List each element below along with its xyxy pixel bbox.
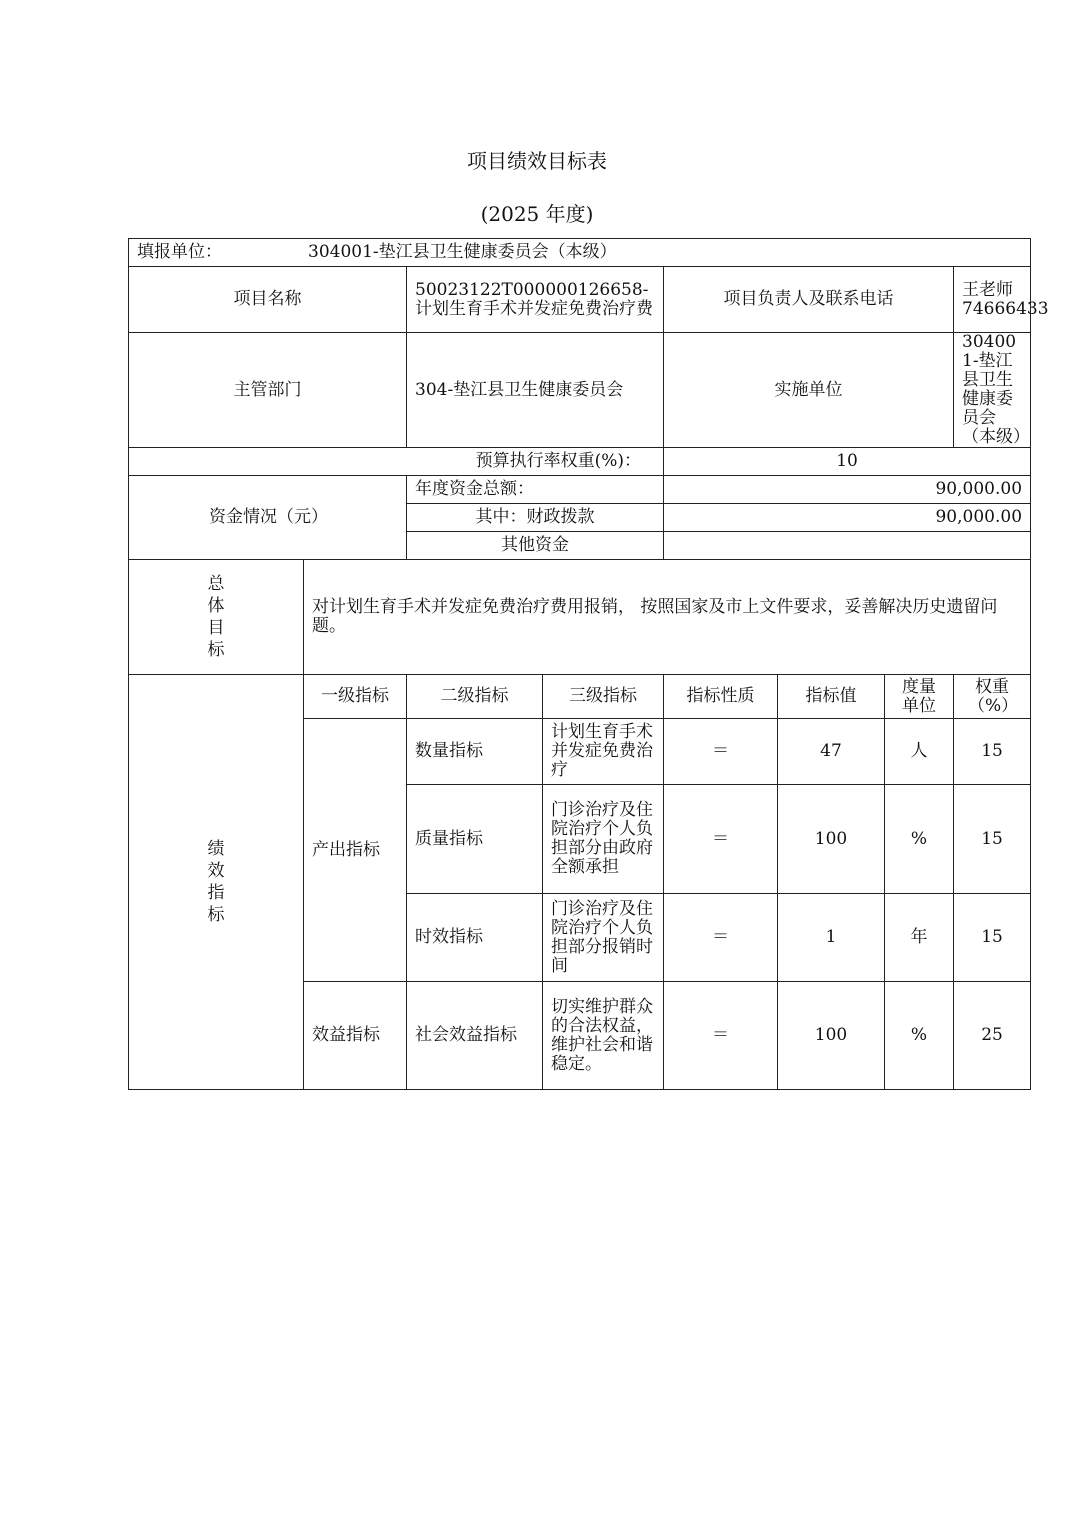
document-year: (2025 年度) bbox=[480, 202, 594, 226]
annual-total-value: 90,000.00 bbox=[664, 476, 1031, 504]
overall-goal-label: 总 体 目 标 bbox=[129, 560, 304, 675]
fiscal-allocation-label: 其中：财政拨款 bbox=[407, 504, 664, 532]
level2-cell: 数量指标 bbox=[407, 719, 543, 785]
impl-unit-value: 304001-垫江县卫生健康委员会（本级） bbox=[954, 333, 1031, 448]
weight-cell: 15 bbox=[954, 894, 1031, 982]
fill-unit-row bbox=[129, 239, 1031, 267]
level3-cell: 门诊治疗及住院治疗个人负担部分报销时间 bbox=[543, 894, 664, 982]
funds-label: 资金情况（元） bbox=[129, 476, 407, 560]
header-level1: 一级指标 bbox=[304, 675, 407, 719]
value-cell: 100 bbox=[778, 982, 885, 1090]
level1-output: 产出指标 bbox=[304, 719, 407, 982]
nature-cell: ＝ bbox=[664, 785, 778, 894]
level2-cell: 质量指标 bbox=[407, 785, 543, 894]
header-value: 指标值 bbox=[778, 675, 885, 719]
overall-goal-text: 对计划生育手术并发症免费治疗费用报销， 按照国家及市上文件要求，妥善解决历史遗留问题。 bbox=[304, 560, 1031, 675]
value-cell: 47 bbox=[778, 719, 885, 785]
fiscal-allocation-value: 90,000.00 bbox=[664, 504, 1031, 532]
level2-cell: 时效指标 bbox=[407, 894, 543, 982]
project-name-label: 项目名称 bbox=[129, 267, 407, 333]
document-title: 项目绩效目标表 bbox=[467, 149, 607, 173]
weight-cell: 15 bbox=[954, 785, 1031, 894]
level3-cell: 门诊治疗及住院治疗个人负担部分由政府全额承担 bbox=[543, 785, 664, 894]
budget-weight-label: 预算执行率权重(%)： bbox=[129, 448, 664, 476]
impl-unit-label: 实施单位 bbox=[664, 333, 954, 448]
unit-cell: % bbox=[885, 785, 954, 894]
performance-target-table bbox=[128, 238, 1049, 1090]
level2-cell: 社会效益指标 bbox=[407, 982, 543, 1090]
project-name-value: 50023122T000000126658-计划生育手术并发症免费治疗费 bbox=[407, 267, 664, 333]
header-weight: 权重（%） bbox=[954, 675, 1031, 719]
unit-cell: 年 bbox=[885, 894, 954, 982]
performance-indicators-label: 绩 效 指 标 bbox=[129, 675, 304, 1090]
budget-weight-value: 10 bbox=[664, 448, 1031, 476]
fill-unit-value: 304001-垫江县卫生健康委员会（本级） bbox=[308, 242, 617, 262]
weight-cell: 25 bbox=[954, 982, 1031, 1090]
value-cell: 1 bbox=[778, 894, 885, 982]
fill-unit-label: 填报单位： bbox=[137, 242, 222, 262]
header-level3: 三级指标 bbox=[543, 675, 664, 719]
nature-cell: ＝ bbox=[664, 894, 778, 982]
annual-total-label: 年度资金总额： bbox=[407, 476, 664, 504]
level3-cell: 计划生育手术并发症免费治疗 bbox=[543, 719, 664, 785]
nature-cell: ＝ bbox=[664, 719, 778, 785]
project-contact-value: 王老师 74666433 bbox=[954, 267, 1031, 333]
header-level2: 二级指标 bbox=[407, 675, 543, 719]
other-funds-value bbox=[664, 532, 1031, 560]
level3-cell: 切实维护群众的合法权益，维护社会和谐稳定。 bbox=[543, 982, 664, 1090]
dept-value: 304-垫江县卫生健康委员会 bbox=[407, 333, 664, 448]
header-unit: 度量单位 bbox=[885, 675, 954, 719]
weight-cell: 15 bbox=[954, 719, 1031, 785]
header-nature: 指标性质 bbox=[664, 675, 778, 719]
dept-label: 主管部门 bbox=[129, 333, 407, 448]
project-contact-label: 项目负责人及联系电话 bbox=[664, 267, 954, 333]
other-funds-label: 其他资金 bbox=[407, 532, 664, 560]
level1-benefit: 效益指标 bbox=[304, 982, 407, 1090]
unit-cell: % bbox=[885, 982, 954, 1090]
unit-cell: 人 bbox=[885, 719, 954, 785]
value-cell: 100 bbox=[778, 785, 885, 894]
nature-cell: ＝ bbox=[664, 982, 778, 1090]
